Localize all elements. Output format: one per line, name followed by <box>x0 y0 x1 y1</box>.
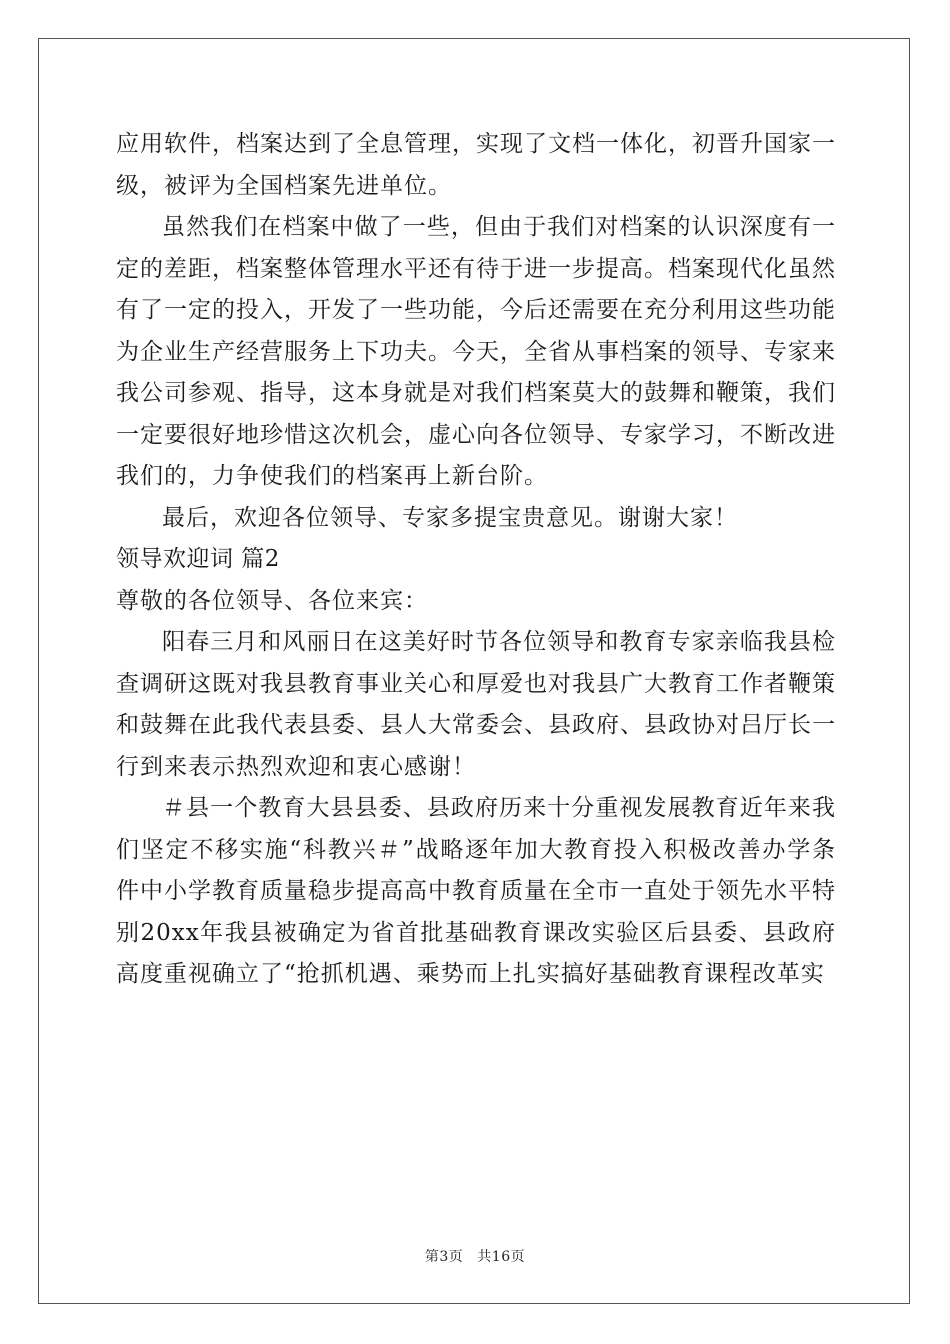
paragraph-welcome: 阳春三月和风丽日在这美好时节各位领导和教育专家亲临我县检查调研这既对我县教育事业关心和厚爱也对我县广大教育工作者鞭策和鼓舞在此我代表县委、县人大常委会、县政府、县政协对吕厅长一行到来表示热烈欢迎和衷心感谢！ <box>116 629 836 780</box>
page-footer <box>0 1246 950 1266</box>
section-heading: 领导欢迎词 篇2 <box>116 546 280 572</box>
paragraph-archive-improvement: 虽然我们在档案中做了一些，但由于我们对档案的认识深度有一定的差距，档案整体管理水平还有待于进一步提高。档案现代化虽然有了一定的投入，开发了一些功能，今后还需要在充分利用这些功能为企业生产经营服务上下功夫。今天，全省从事档案的领导、专家来我公司参观、指导，这本身就是对我们档案莫大的鼓舞和鞭策，我们一定要很好地珍惜这次机会，虚心向各位领导、专家学习，不断改进我们的，力争使我们的档案再上新台阶。 <box>116 214 836 489</box>
paragraph-county-education: ＃县一个教育大县县委、县政府历来十分重视发展教育近年来我们坚定不移实施“科教兴＃”战略逐年加大教育投入积极改善办学条件中小学教育质量稳步提高高中教育质量在全市一直处于领先水平特别20xx年我县被确定为省首批基础教育课改实验区后县委、县政府高度重视确立了“抢抓机遇、乘势而上扎实搞好基础教育课程改革实 <box>116 795 836 987</box>
paragraph-continued: 应用软件，档案达到了全息管理，实现了文档一体化，初晋升国家一级，被评为全国档案先进单位。 <box>116 131 836 199</box>
salutation: 尊敬的各位领导、各位来宾： <box>116 587 428 614</box>
page-total: 共16页 <box>477 1249 526 1265</box>
document-body <box>116 124 836 996</box>
paragraph-closing-thanks: 最后，欢迎各位领导、专家多提宝贵意见。谢谢大家！ <box>162 504 738 531</box>
page-number: 第3页 <box>424 1249 464 1265</box>
